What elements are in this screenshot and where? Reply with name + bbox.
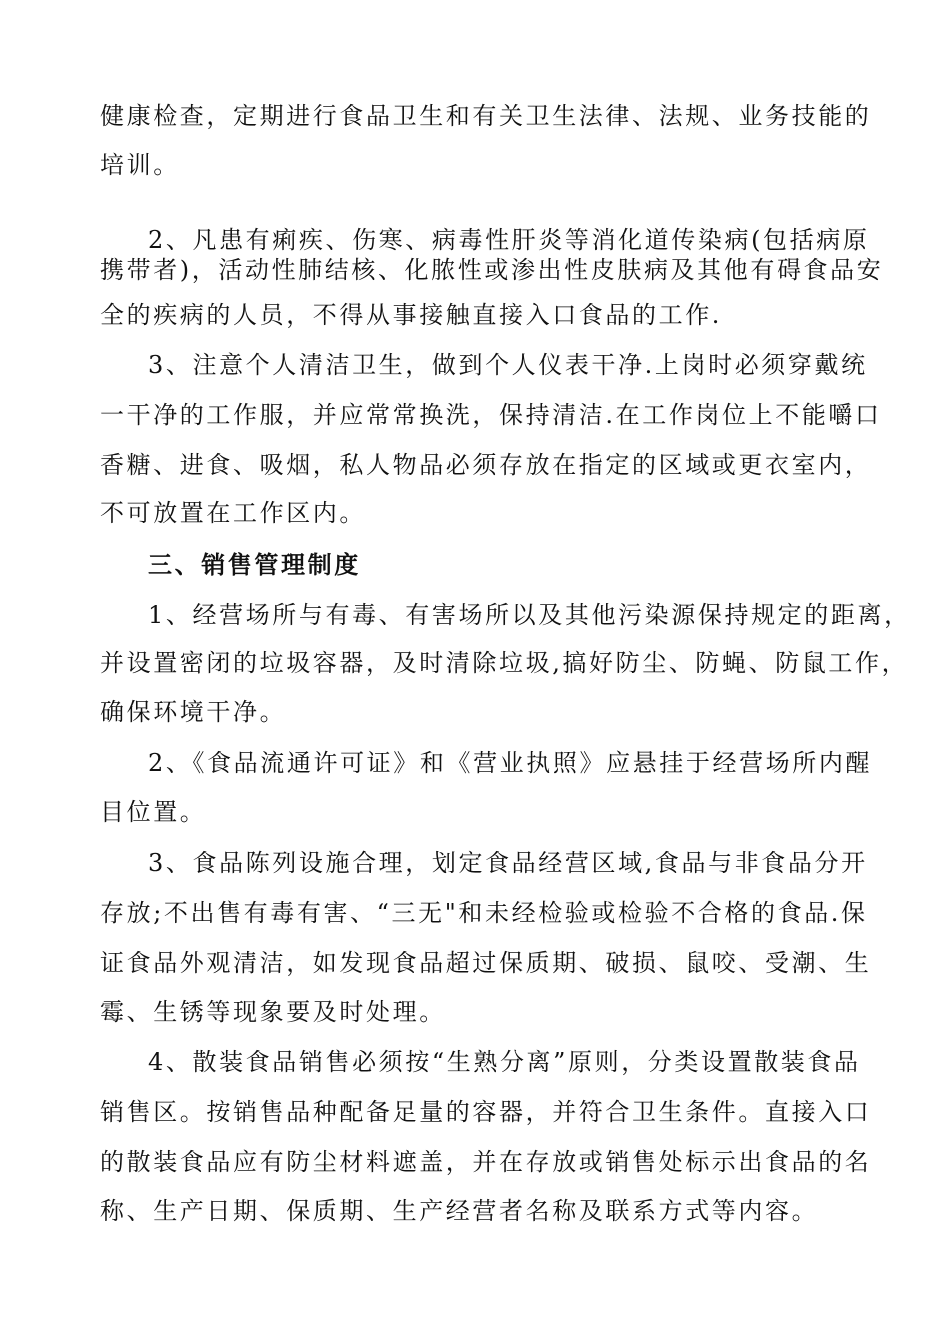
text-line: 一干净的工作服，并应常常换洗，保持清洁.在工作岗位上不能嚼口 [100, 401, 882, 429]
text-line: 销售区。按销售品种配备足量的容器，并符合卫生条件。直接入口 [100, 1098, 872, 1126]
paragraph-start: 1、经营场所与有毒、有害场所以及其他污染源保持规定的距离， [148, 601, 911, 629]
text-line: 并设置密闭的垃圾容器，及时清除垃圾,搞好防尘、防蝇、防鼠工作， [100, 649, 909, 677]
text-line: 称、生产日期、保质期、生产经营者名称及联系方式等内容。 [100, 1197, 819, 1225]
text-line: 携带者)，活动性肺结核、化脓性或渗出性皮肤病及其他有碍食品安 [100, 256, 884, 284]
text-line: 霉、生锈等现象要及时处理。 [100, 998, 446, 1026]
text-line: 确保环境干净。 [100, 698, 287, 726]
text-line: 存放;不出售有毒有害、“三无"和未经检验或检验不合格的食品.保 [100, 899, 868, 927]
text-line: 香糖、进食、吸烟，私人物品必须存放在指定的区域或更衣室内， [100, 451, 872, 479]
text-line: 的散装食品应有防尘材料遮盖，并在存放或销售处标示出食品的名 [100, 1148, 872, 1176]
text-line: 培训。 [100, 151, 180, 179]
paragraph-start: 2、《食品流通许可证》和《营业执照》应悬挂于经营场所内醒 [148, 749, 873, 777]
text-line: 不可放置在工作区内。 [100, 499, 366, 527]
paragraph-start: 4、散装食品销售必须按“生熟分离”原则，分类设置散装食品 [148, 1048, 861, 1076]
text-line: 全的疾病的人员，不得从事接触直接入口食品的工作. [100, 301, 723, 329]
text-line: 目位置。 [100, 798, 207, 826]
section-heading: 三、销售管理制度 [148, 551, 361, 579]
text-line: 证食品外观清洁，如发现食品超过保质期、破损、鼠咬、受潮、生 [100, 949, 872, 977]
paragraph-start: 3、注意个人清洁卫生，做到个人仪表干净.上岗时必须穿戴统 [148, 351, 868, 379]
paragraph-start: 3、食品陈列设施合理，划定食品经营区域,食品与非食品分开 [148, 849, 868, 877]
text-line: 健康检查，定期进行食品卫生和有关卫生法律、法规、业务技能的 [100, 102, 872, 130]
paragraph-start: 2、凡患有痢疾、伤寒、病毒性肝炎等消化道传染病(包括病原 [148, 226, 870, 254]
